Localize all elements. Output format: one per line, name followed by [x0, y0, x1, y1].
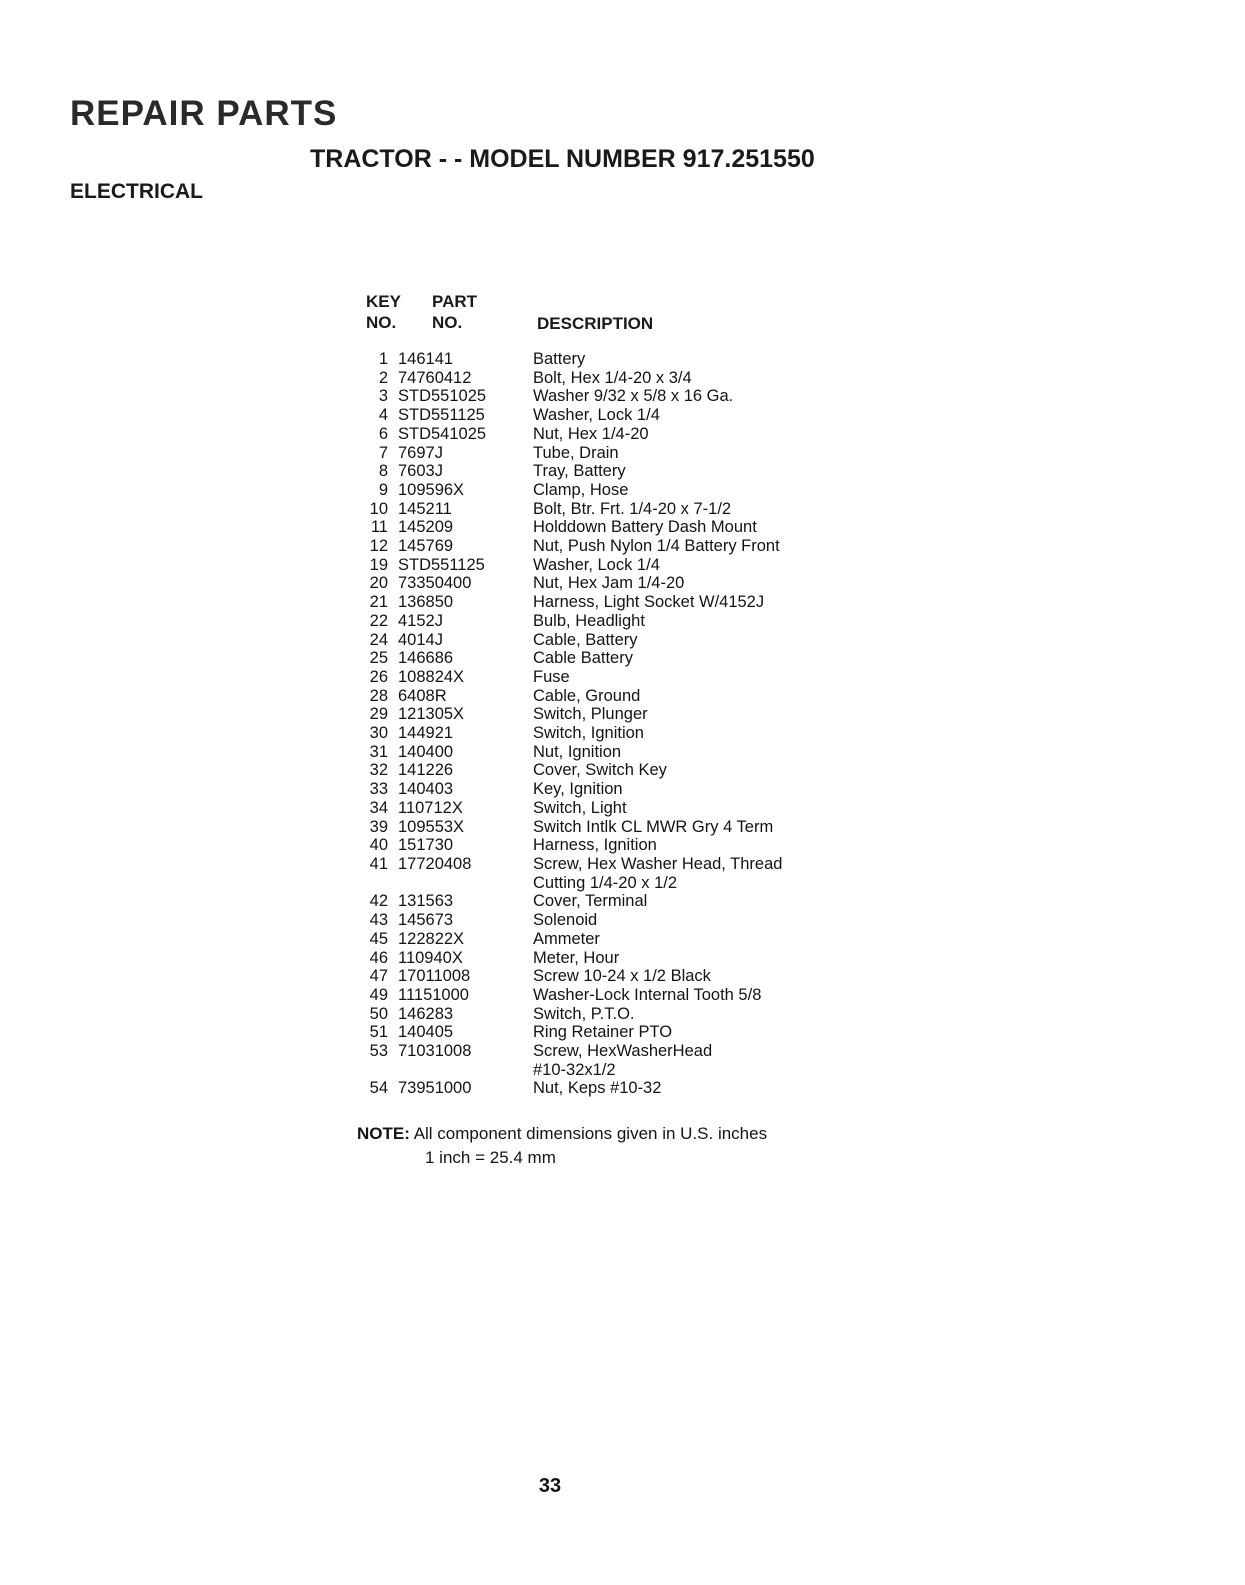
table-row [350, 949, 910, 968]
part-no-cell: 4152J [398, 611, 443, 630]
section-heading: ELECTRICAL [70, 180, 203, 203]
table-row [350, 855, 910, 892]
key-no-cell: 8 [378, 462, 388, 481]
description-cell: Nut, Ignition [533, 742, 622, 761]
key-no-cell: 1 [378, 350, 388, 368]
table-row [350, 500, 910, 519]
key-no-cell: 42 [369, 892, 388, 911]
key-no-cell: 29 [369, 705, 388, 724]
key-no-cell: 26 [369, 667, 388, 686]
key-no-cell: 43 [369, 911, 388, 930]
part-no-cell: 71031008 [398, 1042, 472, 1061]
key-no-cell: 32 [369, 761, 388, 780]
description-column-header: DESCRIPTION [537, 314, 654, 333]
key-header-line2: NO. [366, 313, 397, 332]
part-no-column-header [432, 291, 477, 333]
table-row [350, 444, 910, 463]
description-cell: Cover, Switch Key [533, 761, 667, 780]
key-no-cell: 50 [369, 1004, 388, 1023]
table-row [350, 350, 910, 369]
table-row [350, 761, 910, 780]
part-no-cell: 131563 [398, 892, 454, 911]
part-no-cell: 144921 [398, 724, 454, 743]
key-no-cell: 3 [378, 387, 388, 406]
description-cell: Washer, Lock 1/4 [533, 406, 660, 425]
key-no-cell: 21 [369, 593, 388, 612]
part-no-cell: 145209 [398, 518, 454, 537]
part-no-cell: 73951000 [398, 1079, 472, 1098]
table-row [350, 1079, 910, 1098]
table-row [350, 986, 910, 1005]
key-no-cell: 49 [369, 985, 388, 1004]
table-row [350, 911, 910, 930]
description-cell: Meter, Hour [533, 948, 620, 967]
note-label: NOTE: [357, 1124, 410, 1143]
part-no-cell: 17011008 [398, 967, 471, 986]
part-header-line2: NO. [432, 313, 463, 332]
table-row [350, 556, 910, 575]
part-no-cell: 7603J [398, 462, 443, 481]
key-no-cell: 6 [378, 424, 388, 443]
note-text: All component dimensions given in U.S. inches [413, 1124, 768, 1143]
key-no-cell: 20 [369, 574, 388, 593]
part-no-cell: 146141 [398, 350, 454, 368]
key-no-cell: 12 [369, 537, 388, 556]
description-cell: Switch, Ignition [533, 724, 644, 743]
part-no-cell: 141226 [398, 761, 454, 780]
table-row [350, 892, 910, 911]
key-no-cell: 45 [369, 929, 388, 948]
description-cell: Nut, Keps #10-32 [533, 1079, 662, 1098]
part-no-cell: 6408R [398, 686, 447, 705]
table-row [350, 574, 910, 593]
table-row [350, 649, 910, 668]
parts-list [350, 350, 910, 1098]
part-no-cell: 121305X [398, 705, 465, 724]
note-conversion: 1 inch = 25.4 mm [425, 1148, 556, 1167]
key-no-cell: 34 [369, 798, 388, 817]
key-no-cell: 19 [369, 555, 388, 574]
description-cell: Cover, Terminal [533, 892, 648, 911]
description-cell: Solenoid [533, 911, 598, 930]
description-cell: Harness, Ignition [533, 836, 657, 855]
table-row [350, 387, 910, 406]
key-no-cell: 22 [369, 611, 388, 630]
part-no-cell: 73350400 [398, 574, 472, 593]
table-row [350, 1042, 910, 1079]
key-no-cell: 33 [369, 780, 388, 799]
part-no-cell: STD551125 [398, 555, 485, 574]
part-no-cell: 4014J [398, 630, 443, 649]
description-cell: Switch, P.T.O. [533, 1004, 635, 1023]
part-no-cell: 110712X [398, 798, 463, 817]
model-subtitle: TRACTOR - - MODEL NUMBER 917.251550 [310, 145, 815, 173]
key-no-cell: 41 [369, 854, 388, 873]
table-row [350, 705, 910, 724]
key-no-cell: 53 [369, 1042, 388, 1061]
part-no-cell: 145673 [398, 911, 454, 930]
description-cell: Screw 10-24 x 1/2 Black [533, 967, 711, 986]
page-number: 33 [538, 1475, 562, 1497]
key-no-cell: 25 [369, 649, 388, 668]
description-cell: Battery [533, 350, 586, 368]
part-no-cell: 146686 [398, 649, 454, 668]
part-no-cell: 140405 [398, 1023, 454, 1042]
table-row [350, 724, 910, 743]
part-no-cell: 74760412 [398, 368, 472, 387]
table-row [350, 631, 910, 650]
key-no-cell: 2 [378, 368, 388, 387]
table-row [350, 1023, 910, 1042]
part-no-cell: 146283 [398, 1004, 454, 1023]
part-no-cell: STD551125 [398, 406, 485, 425]
key-header-line1: KEY [366, 292, 401, 311]
key-no-cell: 39 [369, 817, 388, 836]
key-no-cell: 11 [370, 518, 388, 537]
key-no-cell: 4 [378, 406, 388, 425]
table-row [350, 518, 910, 537]
description-cell: Washer 9/32 x 5/8 x 16 Ga. [533, 387, 734, 406]
table-row [350, 818, 910, 837]
table-row [350, 780, 910, 799]
description-cell: Screw, Hex Washer Head, Thread Cutting 1/4-20 x 1/2 [533, 854, 783, 892]
table-row [350, 537, 910, 556]
description-cell: Washer-Lock Internal Tooth 5/8 [533, 985, 762, 1004]
description-cell: Holddown Battery Dash Mount [533, 518, 757, 537]
part-no-cell: 7697J [398, 443, 443, 462]
key-no-cell: 47 [369, 967, 388, 986]
table-row [350, 687, 910, 706]
part-no-cell: 110940X [398, 948, 463, 967]
part-no-cell: 151730 [398, 836, 454, 855]
key-no-cell: 40 [369, 836, 388, 855]
description-cell: Cable, Ground [533, 686, 641, 705]
key-no-cell: 51 [369, 1023, 388, 1042]
key-no-column-header [366, 291, 401, 333]
description-cell: Cable Battery [533, 649, 633, 668]
part-header-line1: PART [432, 292, 478, 311]
note [357, 1122, 767, 1170]
description-cell: Tray, Battery [533, 462, 626, 481]
table-row [350, 930, 910, 949]
description-cell: Harness, Light Socket W/4152J [533, 593, 765, 612]
table-row [350, 481, 910, 500]
part-no-cell: 145211 [398, 499, 452, 518]
key-no-cell: 24 [369, 630, 388, 649]
part-no-cell: 109596X [398, 480, 465, 499]
table-row [350, 612, 910, 631]
description-cell: Nut, Push Nylon 1/4 Battery Front [533, 537, 780, 556]
table-row [350, 743, 910, 762]
description-cell: Bolt, Hex 1/4-20 x 3/4 [533, 368, 692, 387]
key-no-cell: 7 [378, 443, 388, 462]
part-no-cell: 108824X [398, 667, 465, 686]
description-cell: Bulb, Headlight [533, 611, 645, 630]
key-no-cell: 10 [369, 499, 388, 518]
part-no-cell: 140403 [398, 780, 454, 799]
table-row [350, 836, 910, 855]
part-no-cell: 122822X [398, 929, 465, 948]
description-cell: Screw, HexWasherHead #10-32x1/2 [533, 1042, 713, 1079]
part-no-cell: 136850 [398, 593, 454, 612]
key-no-cell: 54 [369, 1079, 388, 1098]
table-row [350, 369, 910, 388]
part-no-cell: STD541025 [398, 424, 487, 443]
table-row [350, 668, 910, 687]
table-row [350, 799, 910, 818]
description-cell: Switch Intlk CL MWR Gry 4 Term [533, 817, 774, 836]
table-row [350, 425, 910, 444]
key-no-cell: 28 [369, 686, 388, 705]
description-cell: Tube, Drain [533, 443, 619, 462]
description-cell: Ring Retainer PTO [533, 1023, 673, 1042]
table-row [350, 967, 910, 986]
part-no-cell: STD551025 [398, 387, 487, 406]
key-no-cell: 9 [378, 480, 388, 499]
description-cell: Fuse [533, 667, 570, 686]
description-cell: Clamp, Hose [533, 480, 629, 499]
key-no-cell: 31 [369, 742, 388, 761]
description-cell: Key, Ignition [533, 780, 623, 799]
table-row [350, 406, 910, 425]
description-cell: Ammeter [533, 929, 600, 948]
part-no-cell: 109553X [398, 817, 465, 836]
description-cell: Nut, Hex 1/4-20 [533, 424, 649, 443]
description-cell: Washer, Lock 1/4 [533, 555, 660, 574]
table-row [350, 593, 910, 612]
key-no-cell: 46 [369, 948, 388, 967]
part-no-cell: 140400 [398, 742, 454, 761]
part-no-cell: 145769 [398, 537, 454, 556]
key-no-cell: 30 [369, 724, 388, 743]
description-cell: Switch, Light [533, 798, 627, 817]
part-no-cell: 17720408 [398, 854, 472, 873]
table-row [350, 462, 910, 481]
description-cell: Switch, Plunger [533, 705, 648, 724]
description-cell: Nut, Hex Jam 1/4-20 [533, 574, 685, 593]
description-cell: Cable, Battery [533, 630, 638, 649]
page-title: REPAIR PARTS [70, 94, 338, 133]
part-no-cell: 11151000 [398, 985, 469, 1004]
table-row [350, 1005, 910, 1024]
description-cell: Bolt, Btr. Frt. 1/4-20 x 7-1/2 [533, 499, 732, 518]
